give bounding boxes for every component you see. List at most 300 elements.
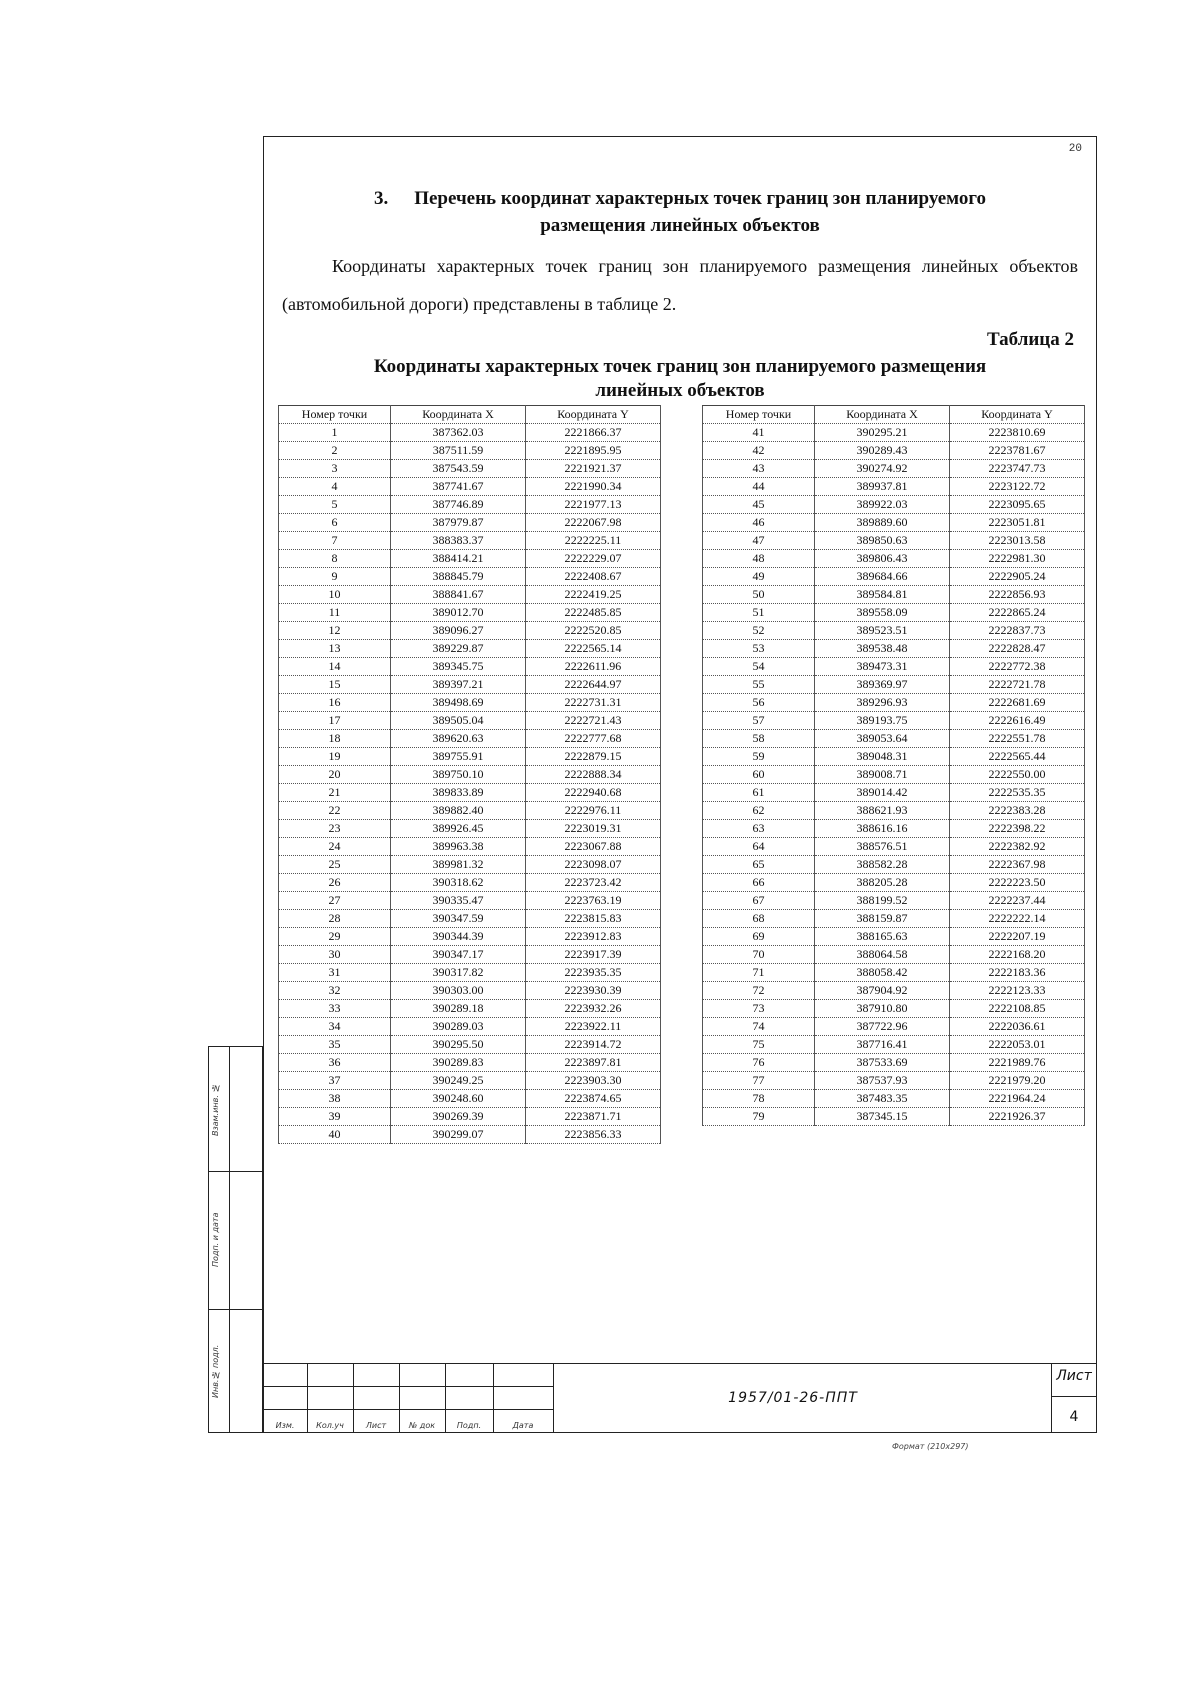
table-row: [279, 1126, 661, 1144]
point-number-cell: 45: [703, 496, 815, 514]
table-row: [279, 946, 661, 964]
table-row: [279, 766, 661, 784]
sheet-label: Лист: [1056, 1368, 1092, 1384]
label-signature: Подп.: [456, 1421, 482, 1430]
point-number-cell: 30: [279, 946, 391, 964]
x-coordinate-cell: 388165.63: [815, 928, 950, 946]
x-coordinate-cell: 388414.21: [391, 550, 526, 568]
x-coordinate-cell: 390299.07: [391, 1126, 526, 1144]
point-number-cell: 6: [279, 514, 391, 532]
y-coordinate-cell: 2223067.88: [526, 838, 661, 856]
y-coordinate-cell: 2223874.65: [526, 1090, 661, 1108]
table-row: [703, 928, 1085, 946]
point-number-cell: 28: [279, 910, 391, 928]
point-number-cell: 46: [703, 514, 815, 532]
table-row: [279, 478, 661, 496]
table-row: [279, 874, 661, 892]
y-coordinate-cell: 2223856.33: [526, 1126, 661, 1144]
point-number-cell: 20: [279, 766, 391, 784]
point-number-cell: 49: [703, 568, 815, 586]
y-coordinate-cell: 2221977.13: [526, 496, 661, 514]
x-coordinate-cell: 389833.89: [391, 784, 526, 802]
x-coordinate-cell: 389397.21: [391, 676, 526, 694]
table-row: [703, 586, 1085, 604]
y-coordinate-cell: 2222108.85: [950, 1000, 1085, 1018]
y-coordinate-cell: 2222223.50: [950, 874, 1085, 892]
x-coordinate-cell: 389889.60: [815, 514, 950, 532]
x-coordinate-cell: 387533.69: [815, 1054, 950, 1072]
page-frame: [263, 136, 1097, 1433]
point-number-cell: 33: [279, 1000, 391, 1018]
x-coordinate-cell: 390317.82: [391, 964, 526, 982]
table-row: [703, 982, 1085, 1000]
table-row: [279, 748, 661, 766]
table-row: [703, 514, 1085, 532]
side-stamp-divider: [229, 1047, 230, 1432]
table-row: [279, 442, 661, 460]
point-number-cell: 69: [703, 928, 815, 946]
table-row: [703, 460, 1085, 478]
table-row: [279, 676, 661, 694]
y-coordinate-cell: 2222772.38: [950, 658, 1085, 676]
point-number-cell: 17: [279, 712, 391, 730]
title-block: [263, 1363, 1097, 1433]
x-coordinate-cell: 388616.16: [815, 820, 950, 838]
table-row: [279, 532, 661, 550]
x-coordinate-cell: 387511.59: [391, 442, 526, 460]
table-row: [703, 1090, 1085, 1108]
point-number-cell: 59: [703, 748, 815, 766]
point-number-cell: 73: [703, 1000, 815, 1018]
point-number-cell: 27: [279, 892, 391, 910]
y-coordinate-cell: 2222123.33: [950, 982, 1085, 1000]
point-number-cell: 43: [703, 460, 815, 478]
point-number-cell: 41: [703, 424, 815, 442]
x-coordinate-cell: 389096.27: [391, 622, 526, 640]
y-coordinate-cell: 2222828.47: [950, 640, 1085, 658]
table-row: [279, 712, 661, 730]
table-row: [279, 982, 661, 1000]
point-number-cell: 53: [703, 640, 815, 658]
table-row: [279, 586, 661, 604]
label-doc-number: № док: [408, 1421, 436, 1430]
y-coordinate-cell: 2222168.20: [950, 946, 1085, 964]
y-coordinate-cell: 2222383.28: [950, 802, 1085, 820]
y-coordinate-cell: 2221926.37: [950, 1108, 1085, 1126]
x-coordinate-cell: 390274.92: [815, 460, 950, 478]
y-coordinate-cell: 2222550.00: [950, 766, 1085, 784]
table-row: [703, 640, 1085, 658]
y-coordinate-cell: 2223098.07: [526, 856, 661, 874]
table-row: [703, 856, 1085, 874]
y-coordinate-cell: 2222981.30: [950, 550, 1085, 568]
table-row: [279, 1072, 661, 1090]
point-number-cell: 32: [279, 982, 391, 1000]
table-row: [703, 910, 1085, 928]
heading-line-1: Перечень координат характерных точек границ зон планируемого: [414, 188, 987, 209]
y-coordinate-cell: 2222408.67: [526, 568, 661, 586]
x-coordinate-cell: 388383.37: [391, 532, 526, 550]
x-coordinate-cell: 389498.69: [391, 694, 526, 712]
point-number-cell: 72: [703, 982, 815, 1000]
x-coordinate-cell: 389008.71: [815, 766, 950, 784]
table-row: [703, 658, 1085, 676]
x-coordinate-cell: 387362.03: [391, 424, 526, 442]
y-coordinate-cell: 2221979.20: [950, 1072, 1085, 1090]
table-row: [279, 856, 661, 874]
side-stamp: [208, 1046, 263, 1433]
table-row: [703, 874, 1085, 892]
side-stamp-line: [209, 1309, 262, 1310]
y-coordinate-cell: 2222229.07: [526, 550, 661, 568]
point-number-cell: 77: [703, 1072, 815, 1090]
y-coordinate-cell: 2223932.26: [526, 1000, 661, 1018]
y-coordinate-cell: 2223810.69: [950, 424, 1085, 442]
x-coordinate-cell: 389584.81: [815, 586, 950, 604]
y-coordinate-cell: 2223095.65: [950, 496, 1085, 514]
table-row: [279, 460, 661, 478]
x-coordinate-cell: 389345.75: [391, 658, 526, 676]
y-coordinate-cell: 2222207.19: [950, 928, 1085, 946]
x-coordinate-cell: 388064.58: [815, 946, 950, 964]
point-number-cell: 74: [703, 1018, 815, 1036]
table-row: [279, 784, 661, 802]
y-coordinate-cell: 2222611.96: [526, 658, 661, 676]
x-coordinate-cell: 390347.59: [391, 910, 526, 928]
point-number-cell: 78: [703, 1090, 815, 1108]
y-coordinate-cell: 2222535.35: [950, 784, 1085, 802]
point-number-cell: 50: [703, 586, 815, 604]
x-coordinate-cell: 389922.03: [815, 496, 950, 514]
point-number-cell: 39: [279, 1108, 391, 1126]
table-row: [703, 802, 1085, 820]
table-row: [703, 694, 1085, 712]
column-header-y: Координата Y: [950, 406, 1085, 424]
x-coordinate-cell: 390335.47: [391, 892, 526, 910]
y-coordinate-cell: 2222976.11: [526, 802, 661, 820]
x-coordinate-cell: 387345.15: [815, 1108, 950, 1126]
y-coordinate-cell: 2223922.11: [526, 1018, 661, 1036]
y-coordinate-cell: 2221921.37: [526, 460, 661, 478]
x-coordinate-cell: 389926.45: [391, 820, 526, 838]
y-coordinate-cell: 2223917.39: [526, 946, 661, 964]
table-row: [703, 604, 1085, 622]
page-number: 20: [1068, 143, 1082, 155]
y-coordinate-cell: 2221866.37: [526, 424, 661, 442]
x-coordinate-cell: 390269.39: [391, 1108, 526, 1126]
table-row: [703, 1072, 1085, 1090]
x-coordinate-cell: 389620.63: [391, 730, 526, 748]
x-coordinate-cell: 387910.80: [815, 1000, 950, 1018]
table-row: [279, 820, 661, 838]
y-coordinate-cell: 2222485.85: [526, 604, 661, 622]
table-row: [703, 730, 1085, 748]
point-number-cell: 67: [703, 892, 815, 910]
point-number-cell: 22: [279, 802, 391, 820]
point-number-cell: 70: [703, 946, 815, 964]
point-number-cell: 19: [279, 748, 391, 766]
y-coordinate-cell: 2222940.68: [526, 784, 661, 802]
y-coordinate-cell: 2222183.36: [950, 964, 1085, 982]
x-coordinate-cell: 389369.97: [815, 676, 950, 694]
point-number-cell: 14: [279, 658, 391, 676]
table-row: [279, 424, 661, 442]
format-note: Формат (210х297): [892, 1442, 969, 1451]
sheet-number: 4: [1069, 1409, 1079, 1425]
y-coordinate-cell: 2222681.69: [950, 694, 1085, 712]
point-number-cell: 58: [703, 730, 815, 748]
point-number-cell: 10: [279, 586, 391, 604]
y-coordinate-cell: 2222837.73: [950, 622, 1085, 640]
y-coordinate-cell: 2223930.39: [526, 982, 661, 1000]
point-number-cell: 54: [703, 658, 815, 676]
y-coordinate-cell: 2222644.97: [526, 676, 661, 694]
point-number-cell: 5: [279, 496, 391, 514]
table-row: [279, 1108, 661, 1126]
y-coordinate-cell: 2222721.43: [526, 712, 661, 730]
y-coordinate-cell: 2223747.73: [950, 460, 1085, 478]
table-row: [279, 1000, 661, 1018]
point-number-cell: 11: [279, 604, 391, 622]
y-coordinate-cell: 2223815.83: [526, 910, 661, 928]
x-coordinate-cell: 387722.96: [815, 1018, 950, 1036]
y-coordinate-cell: 2223935.35: [526, 964, 661, 982]
table-row: [703, 784, 1085, 802]
point-number-cell: 24: [279, 838, 391, 856]
point-number-cell: 55: [703, 676, 815, 694]
y-coordinate-cell: 2221964.24: [950, 1090, 1085, 1108]
x-coordinate-cell: 390249.25: [391, 1072, 526, 1090]
point-number-cell: 68: [703, 910, 815, 928]
x-coordinate-cell: 390295.50: [391, 1036, 526, 1054]
point-number-cell: 7: [279, 532, 391, 550]
point-number-cell: 31: [279, 964, 391, 982]
table-title-line-1: Координаты характерных точек границ зон планируемого размещения: [373, 356, 987, 377]
x-coordinate-cell: 388576.51: [815, 838, 950, 856]
y-coordinate-cell: 2222398.22: [950, 820, 1085, 838]
table-row: [279, 730, 661, 748]
x-coordinate-cell: 390347.17: [391, 946, 526, 964]
table-row: [703, 964, 1085, 982]
side-stamp-line: [209, 1171, 262, 1172]
x-coordinate-cell: 389882.40: [391, 802, 526, 820]
side-label-signature: Подп. и дата: [211, 1212, 220, 1267]
point-number-cell: 29: [279, 928, 391, 946]
x-coordinate-cell: 388841.67: [391, 586, 526, 604]
table-row: [703, 496, 1085, 514]
x-coordinate-cell: 387483.35: [815, 1090, 950, 1108]
point-number-cell: 13: [279, 640, 391, 658]
point-number-cell: 34: [279, 1018, 391, 1036]
table-row: [703, 820, 1085, 838]
x-coordinate-cell: 389296.93: [815, 694, 950, 712]
x-coordinate-cell: 389684.66: [815, 568, 950, 586]
table-row: [703, 892, 1085, 910]
column-header-y: Координата Y: [526, 406, 661, 424]
x-coordinate-cell: 389014.42: [815, 784, 950, 802]
y-coordinate-cell: 2223122.72: [950, 478, 1085, 496]
point-number-cell: 12: [279, 622, 391, 640]
x-coordinate-cell: 388621.93: [815, 802, 950, 820]
point-number-cell: 75: [703, 1036, 815, 1054]
x-coordinate-cell: 389558.09: [815, 604, 950, 622]
y-coordinate-cell: 2223871.71: [526, 1108, 661, 1126]
point-number-cell: 42: [703, 442, 815, 460]
label-change: Изм.: [275, 1421, 295, 1430]
table-row: [279, 514, 661, 532]
x-coordinate-cell: 389012.70: [391, 604, 526, 622]
point-number-cell: 23: [279, 820, 391, 838]
table-row: [703, 1036, 1085, 1054]
y-coordinate-cell: 2222222.14: [950, 910, 1085, 928]
point-number-cell: 63: [703, 820, 815, 838]
point-number-cell: 76: [703, 1054, 815, 1072]
x-coordinate-cell: 388582.28: [815, 856, 950, 874]
table-row: [279, 568, 661, 586]
table-row: [703, 622, 1085, 640]
y-coordinate-cell: 2222856.93: [950, 586, 1085, 604]
table-row: [279, 964, 661, 982]
y-coordinate-cell: 2222565.44: [950, 748, 1085, 766]
x-coordinate-cell: 390289.43: [815, 442, 950, 460]
x-coordinate-cell: 389473.31: [815, 658, 950, 676]
point-number-cell: 4: [279, 478, 391, 496]
y-coordinate-cell: 2221895.95: [526, 442, 661, 460]
label-quantity: Кол.уч: [316, 1421, 344, 1430]
point-number-cell: 8: [279, 550, 391, 568]
section-number: 3.: [373, 188, 389, 209]
point-number-cell: 16: [279, 694, 391, 712]
table-row: [279, 1054, 661, 1072]
y-coordinate-cell: 2222777.68: [526, 730, 661, 748]
y-coordinate-cell: 2222865.24: [950, 604, 1085, 622]
column-header-point: Номер точки: [279, 406, 391, 424]
table-row: [703, 1000, 1085, 1018]
y-coordinate-cell: 2222879.15: [526, 748, 661, 766]
table-row: [279, 640, 661, 658]
x-coordinate-cell: 388058.42: [815, 964, 950, 982]
sheet-divider: [1051, 1396, 1097, 1397]
x-coordinate-cell: 387537.93: [815, 1072, 950, 1090]
point-number-cell: 48: [703, 550, 815, 568]
y-coordinate-cell: 2222367.98: [950, 856, 1085, 874]
y-coordinate-cell: 2222382.92: [950, 838, 1085, 856]
table-title-line-2: линейных объектов: [595, 380, 765, 401]
table-row: [279, 838, 661, 856]
x-coordinate-cell: 387716.41: [815, 1036, 950, 1054]
point-number-cell: 71: [703, 964, 815, 982]
y-coordinate-cell: 2222565.14: [526, 640, 661, 658]
x-coordinate-cell: 389538.48: [815, 640, 950, 658]
x-coordinate-cell: 389048.31: [815, 748, 950, 766]
point-number-cell: 57: [703, 712, 815, 730]
y-coordinate-cell: 2221989.76: [950, 1054, 1085, 1072]
x-coordinate-cell: 390344.39: [391, 928, 526, 946]
x-coordinate-cell: 390295.21: [815, 424, 950, 442]
column-header-point: Номер точки: [703, 406, 815, 424]
x-coordinate-cell: 390289.18: [391, 1000, 526, 1018]
x-coordinate-cell: 389750.10: [391, 766, 526, 784]
table-row: [703, 1108, 1085, 1126]
y-coordinate-cell: 2223914.72: [526, 1036, 661, 1054]
table-row: [703, 550, 1085, 568]
table-row: [703, 748, 1085, 766]
x-coordinate-cell: 389981.32: [391, 856, 526, 874]
side-label-inventory: Инв.№ подл.: [211, 1344, 220, 1398]
y-coordinate-cell: 2223723.42: [526, 874, 661, 892]
point-number-cell: 52: [703, 622, 815, 640]
table-row: [703, 424, 1085, 442]
x-coordinate-cell: 390289.03: [391, 1018, 526, 1036]
y-coordinate-cell: 2223781.67: [950, 442, 1085, 460]
point-number-cell: 15: [279, 676, 391, 694]
label-date: Дата: [512, 1421, 534, 1430]
point-number-cell: 9: [279, 568, 391, 586]
table-row: [279, 694, 661, 712]
point-number-cell: 56: [703, 694, 815, 712]
y-coordinate-cell: 2222551.78: [950, 730, 1085, 748]
point-number-cell: 37: [279, 1072, 391, 1090]
table-row: [703, 766, 1085, 784]
table-row: [703, 442, 1085, 460]
point-number-cell: 2: [279, 442, 391, 460]
table-row: [279, 622, 661, 640]
x-coordinate-cell: 390318.62: [391, 874, 526, 892]
coordinates-table-right: [702, 405, 1085, 1126]
x-coordinate-cell: 389229.87: [391, 640, 526, 658]
point-number-cell: 64: [703, 838, 815, 856]
y-coordinate-cell: 2222036.61: [950, 1018, 1085, 1036]
section-heading: [264, 185, 1096, 239]
point-number-cell: 60: [703, 766, 815, 784]
y-coordinate-cell: 2222520.85: [526, 622, 661, 640]
x-coordinate-cell: 389505.04: [391, 712, 526, 730]
point-number-cell: 18: [279, 730, 391, 748]
x-coordinate-cell: 387543.59: [391, 460, 526, 478]
table-row: [279, 550, 661, 568]
table-row: [703, 1054, 1085, 1072]
y-coordinate-cell: 2223903.30: [526, 1072, 661, 1090]
table-label: Таблица 2: [986, 329, 1074, 350]
x-coordinate-cell: 389053.64: [815, 730, 950, 748]
table-row: [279, 496, 661, 514]
table-row: [279, 1090, 661, 1108]
heading-line-2: размещения линейных объектов: [540, 215, 820, 236]
y-coordinate-cell: 2222616.49: [950, 712, 1085, 730]
column-header-x: Координата X: [815, 406, 950, 424]
y-coordinate-cell: 2223912.83: [526, 928, 661, 946]
x-coordinate-cell: 389937.81: [815, 478, 950, 496]
point-number-cell: 47: [703, 532, 815, 550]
x-coordinate-cell: 387979.87: [391, 514, 526, 532]
table-row: [279, 604, 661, 622]
x-coordinate-cell: 389850.63: [815, 532, 950, 550]
point-number-cell: 51: [703, 604, 815, 622]
point-number-cell: 36: [279, 1054, 391, 1072]
y-coordinate-cell: 2222225.11: [526, 532, 661, 550]
y-coordinate-cell: 2222419.25: [526, 586, 661, 604]
table-row: [279, 802, 661, 820]
table-row: [703, 532, 1085, 550]
point-number-cell: 26: [279, 874, 391, 892]
y-coordinate-cell: 2222905.24: [950, 568, 1085, 586]
point-number-cell: 38: [279, 1090, 391, 1108]
y-coordinate-cell: 2221990.34: [526, 478, 661, 496]
x-coordinate-cell: 387746.89: [391, 496, 526, 514]
document-code: 1957/01-26-ППТ: [728, 1390, 858, 1406]
point-number-cell: 44: [703, 478, 815, 496]
point-number-cell: 21: [279, 784, 391, 802]
